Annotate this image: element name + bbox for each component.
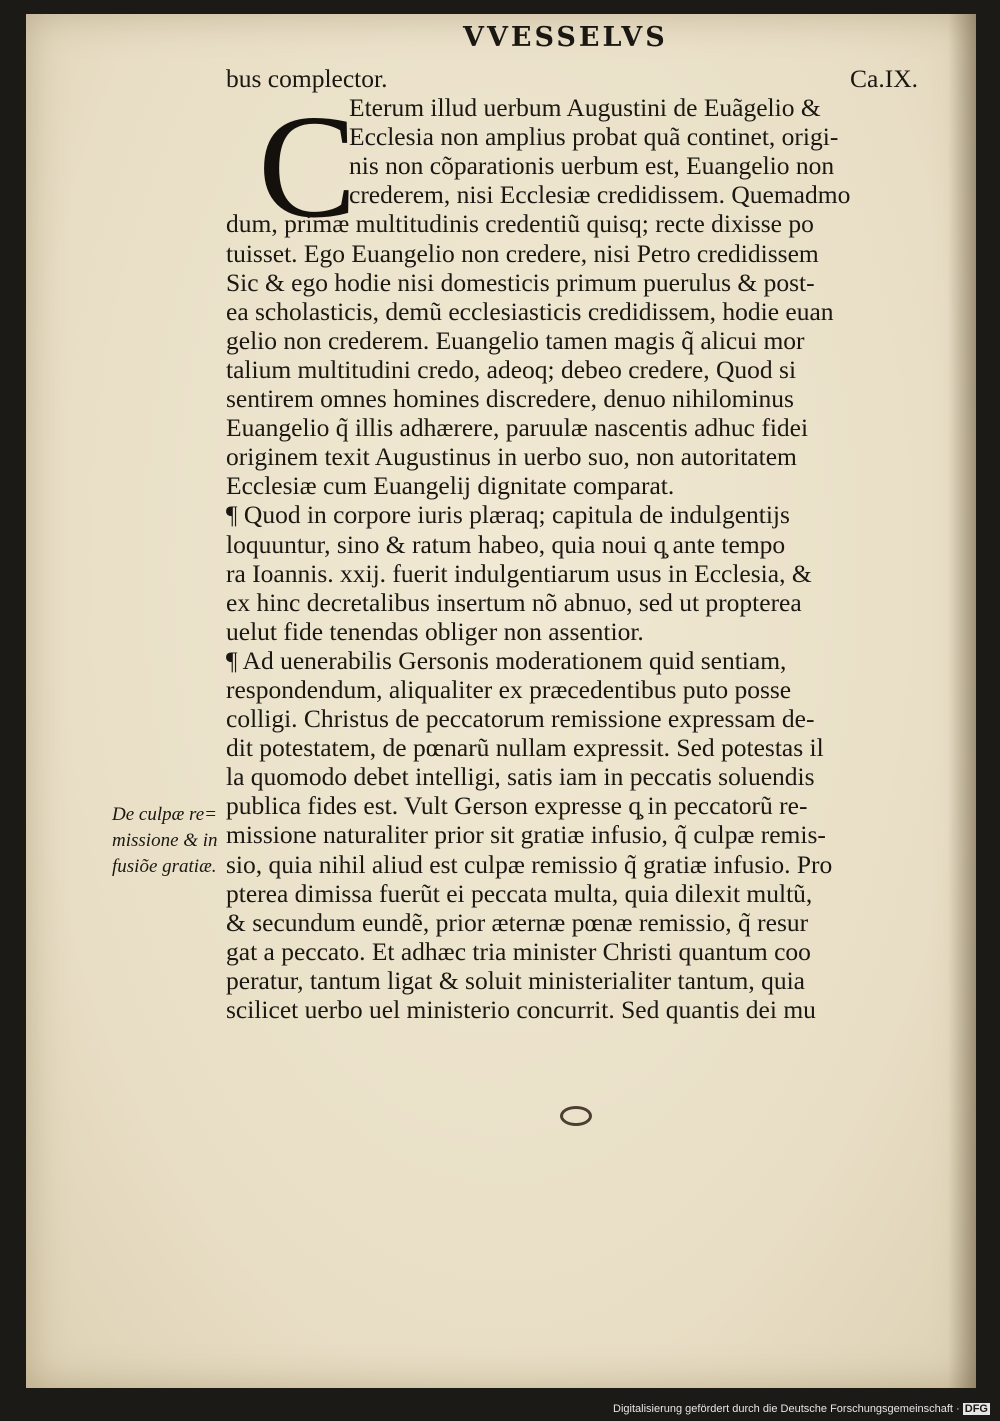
- drop-cap: C: [258, 85, 357, 249]
- main-text-block: [226, 64, 938, 1024]
- text-line: colligi. Christus de peccatorum remissione expressam de-: [226, 704, 815, 734]
- text-line: missione naturaliter prior sit gratiæ infusio, q̃ culpæ remis-: [226, 820, 826, 850]
- text-line: talium multitudini credo, adeoq; debeo credere, Quod si: [226, 354, 797, 384]
- text-line: respondendum, aliqualiter ex præcedentibus puto posse: [226, 674, 792, 704]
- text-line: pterea dimissa fuerũt ei peccata multa, quia dilexit multũ,: [226, 878, 813, 908]
- text-line: loquuntur, sino & ratum habeo, quia noui q̧ ante tempo: [226, 529, 786, 559]
- text-line: Eterum illud uerbum Augustini de Euãgelio &: [349, 93, 821, 123]
- text-line: ¶ Ad uenerabilis Gersonis moderationem quid sentiam,: [226, 645, 787, 675]
- text-line: ¶ Quod in corpore iuris plæraq; capitula de indulgentijs: [226, 500, 790, 530]
- chapter-first-words: bus complector.: [226, 64, 388, 93]
- text-lines: [226, 85, 938, 1024]
- text-line: la quomodo debet intelligi, satis iam in peccatis soluendis: [226, 762, 815, 792]
- text-line: Euangelio q̃ illis adhærere, paruulæ nascentis adhuc fidei: [226, 413, 809, 443]
- dfg-logo: DFG: [964, 1403, 988, 1415]
- text-line: ex hinc decretalibus insertum nõ abnuo, sed ut propterea: [226, 587, 802, 617]
- text-line: scilicet uerbo uel ministerio concurrit. Sed quantis dei mu: [226, 995, 816, 1024]
- text-line: gelio non crederem. Euangelio tamen magis q̃ alicui mor: [226, 325, 805, 355]
- text-line: originem texit Augustinus in uerbo suo, non autoritatem: [226, 442, 797, 472]
- text-line: ra Ioannis. xxij. fuerit indulgentiarum usus in Ecclesia, &: [226, 558, 812, 588]
- text-line: peratur, tantum ligat & soluit ministerialiter tantum, quia: [226, 965, 805, 995]
- margin-note-line: De culpæ re=: [112, 804, 217, 825]
- text-line: & secundum eundẽ, prior æternæ pœnæ remissio, q̃ resur: [226, 907, 809, 937]
- text-line: sio, quia nihil aliud est culpæ remissio q̃ gratiæ infusio. Pro: [226, 849, 833, 879]
- ink-smudge: [560, 1106, 592, 1126]
- text-line: nis non cõparationis uerbum est, Euangelio non: [349, 151, 835, 181]
- text-line: gat a peccato. Et adhæc tria minister Christi quantum coo: [226, 936, 811, 966]
- running-head: VVESSELVS: [463, 22, 668, 53]
- text-line: uelut fide tenendas obliger non assentior.: [226, 616, 644, 646]
- text-line: dit potestatem, de pœnarũ nullam expressit. Sed potestas il: [226, 733, 824, 763]
- text-line: Ecclesiæ cum Euangelij dignitate comparat.: [226, 471, 675, 501]
- chapter-heading-line: [226, 64, 938, 93]
- text-line: publica fides est. Vult Gerson expresse q̧ in peccatorũ re-: [226, 791, 808, 821]
- text-line: tuisset. Ego Euangelio non credere, nisi Petro credidissem: [226, 238, 819, 268]
- footer-text: Digitalisierung gefördert durch die Deutsche Forschungsgemeinschaft ·: [613, 1403, 960, 1415]
- text-line: crederem, nisi Ecclesiæ credidissem. Quemadmo: [349, 180, 851, 210]
- text-line: Sic & ego hodie nisi domesticis primum puerulus & post-: [226, 267, 815, 297]
- text-line: Ecclesia non amplius probat quã continet, origi-: [349, 122, 839, 152]
- text-line: dum, primæ multitudinis credentiũ quisq; recte dixisse po: [226, 209, 814, 239]
- margin-note: [112, 802, 252, 880]
- page-spine-shadow: [948, 14, 976, 1388]
- text-line: ea scholasticis, demũ ecclesiasticis credidissem, hodie euan: [226, 296, 834, 326]
- chapter-label: Ca.IX.: [850, 64, 918, 93]
- text-line: sentirem omnes homines discredere, denuo nihilominus: [226, 384, 794, 414]
- margin-note-line: fusiõe gratiæ.: [112, 856, 217, 877]
- margin-note-line: missione & in: [112, 830, 218, 851]
- footer-credit: [613, 1403, 990, 1415]
